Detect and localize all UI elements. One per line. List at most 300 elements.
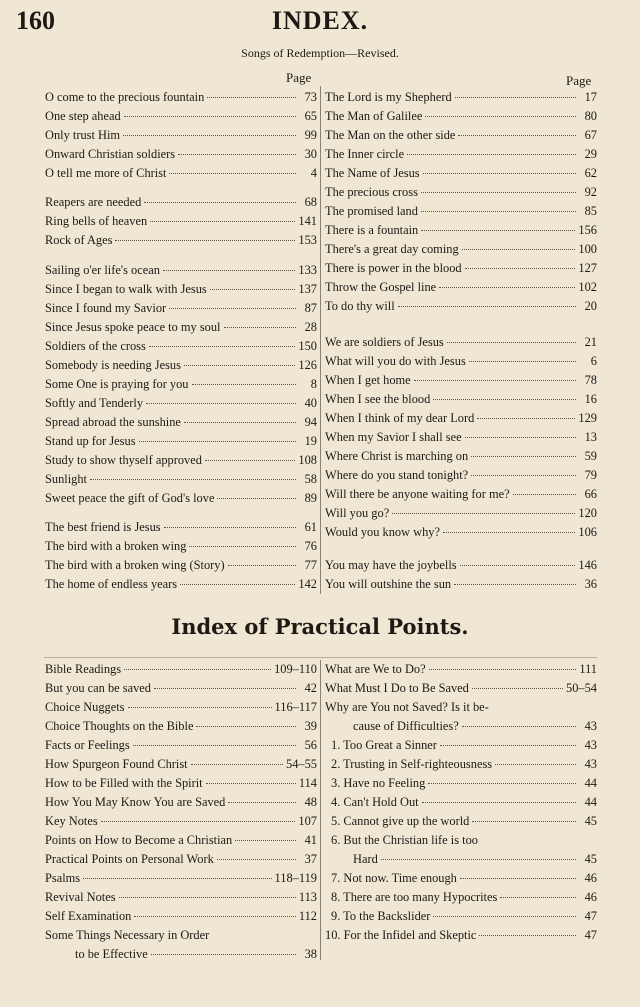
dot-leader <box>163 270 295 271</box>
dot-leader <box>423 173 576 174</box>
dot-leader <box>210 289 296 290</box>
entry-title: What will you do with Jesus <box>325 354 466 368</box>
entry-page: 30 <box>304 147 317 161</box>
entry-title: What Must I Do to Be Saved <box>325 681 469 695</box>
entry-title: Practical Points on Personal Work <box>45 852 214 866</box>
entry-title: 7. Not now. Time enough <box>331 871 457 885</box>
index-entry <box>325 390 597 409</box>
entry-page: 150 <box>298 339 317 353</box>
index-entry <box>325 107 597 126</box>
right-page-header: Page <box>566 73 592 88</box>
index-entry <box>45 356 317 375</box>
entry-title: The Man of Galilee <box>325 109 423 123</box>
entry-title: There is a fountain <box>325 223 419 237</box>
dot-leader <box>458 135 576 136</box>
entry-page: 43 <box>584 738 597 752</box>
dot-leader <box>433 399 576 400</box>
index-entry <box>325 556 597 575</box>
entry-page: 107 <box>298 814 317 828</box>
entry-page: 17 <box>584 90 597 104</box>
dot-leader <box>169 173 296 174</box>
entry-title: Since Jesus spoke peace to my soul <box>45 320 221 334</box>
entry-title: What are We to Do? <box>325 662 426 676</box>
entry-title: 10. For the Infidel and Skeptic <box>325 928 477 942</box>
entry-page: 44 <box>584 795 597 809</box>
index-entry <box>45 575 317 594</box>
dot-leader <box>440 745 576 746</box>
entry-page: 89 <box>304 491 317 505</box>
entry-title: You may have the joybells <box>325 558 457 572</box>
index-entry <box>45 107 317 126</box>
entry-title: Psalms <box>45 871 81 885</box>
entry-title: to be Effective <box>75 947 148 961</box>
entry-page: 67 <box>584 128 597 142</box>
dot-leader <box>123 135 296 136</box>
index-entry <box>325 259 597 278</box>
dot-leader <box>472 688 563 689</box>
entry-title: But you can be saved <box>45 681 151 695</box>
dot-leader <box>392 513 575 514</box>
entry-title: Only trust Him <box>45 128 121 142</box>
dot-leader <box>133 745 296 746</box>
entry-title: 9. To the Backslider <box>331 909 431 923</box>
dot-leader <box>500 897 576 898</box>
entry-title: The Man on the other side <box>325 128 456 142</box>
entry-title: 2. Trusting in Self-righteousness <box>331 757 493 771</box>
entry-page: 120 <box>578 506 597 520</box>
dot-leader <box>196 726 296 727</box>
entry-title: When I see the blood <box>325 392 431 406</box>
entry-title: Bible Readings <box>45 662 122 676</box>
index-entry <box>325 126 597 145</box>
entry-title: The promised land <box>325 204 418 218</box>
dot-leader <box>164 527 296 528</box>
entry-title: Soldiers of the cross <box>45 339 146 353</box>
index-entry <box>325 869 597 888</box>
index-entry <box>325 409 597 428</box>
dot-leader <box>192 384 296 385</box>
entry-title: 8. There are too many Hypocrites <box>331 890 498 904</box>
index-entry <box>325 793 597 812</box>
entry-page: 42 <box>304 681 317 695</box>
entry-page: 47 <box>584 928 597 942</box>
entry-page: 141 <box>298 214 317 228</box>
index-entry <box>325 831 597 850</box>
entry-page: 36 <box>584 577 597 591</box>
index-entry <box>45 261 317 280</box>
entry-title: There is power in the blood <box>325 261 462 275</box>
dot-leader <box>205 460 295 461</box>
dot-leader <box>447 342 576 343</box>
entry-page: 114 <box>298 776 317 790</box>
entry-title: 3. Have no Feeling <box>331 776 426 790</box>
entry-page: 113 <box>298 890 317 904</box>
entry-page: 13 <box>584 430 597 444</box>
index-entry <box>45 793 317 812</box>
index-entry <box>45 537 317 556</box>
index-entry <box>325 333 597 352</box>
entry-title: Some One is praying for you <box>45 377 189 391</box>
entry-page: 37 <box>304 852 317 866</box>
index-entry <box>45 945 317 964</box>
entry-page: 6 <box>590 354 597 368</box>
entry-page: 80 <box>584 109 597 123</box>
entry-title: Where do you stand tonight? <box>325 468 469 482</box>
entry-page: 106 <box>578 525 597 539</box>
index-entry <box>325 202 597 221</box>
dot-leader <box>513 494 576 495</box>
entry-title: There's a great day coming <box>325 242 459 256</box>
dot-leader <box>439 287 575 288</box>
index-entry <box>45 660 317 679</box>
index-entry <box>325 812 597 831</box>
entry-page: 116–117 <box>274 700 317 714</box>
index-entry <box>45 212 317 231</box>
entry-title: How to be Filled with the Spirit <box>45 776 203 790</box>
dot-leader <box>124 116 296 117</box>
index-entry <box>325 850 597 869</box>
dot-leader <box>421 230 575 231</box>
entry-page: 66 <box>584 487 597 501</box>
dot-leader <box>422 802 576 803</box>
entry-title: Why are You not Saved? Is it be- <box>325 700 489 714</box>
index-entry <box>45 231 317 250</box>
entry-page: 78 <box>584 373 597 387</box>
entry-title: The Name of Jesus <box>325 166 420 180</box>
index-entry <box>325 466 597 485</box>
dot-leader <box>454 584 576 585</box>
index-entry <box>45 318 317 337</box>
dot-leader <box>90 479 296 480</box>
index-entry <box>45 774 317 793</box>
entry-page: 112 <box>298 909 317 923</box>
entry-page: 61 <box>304 520 317 534</box>
entry-title: Will you go? <box>325 506 390 520</box>
index-entry <box>45 831 317 850</box>
index-entry <box>45 470 317 489</box>
entry-title: To do thy will <box>325 299 395 313</box>
entry-title: 5. Cannot give up the world <box>331 814 470 828</box>
entry-title: The bird with a broken wing <box>45 539 187 553</box>
entry-title: 6. But the Christian life is too <box>331 833 478 847</box>
entry-page: 59 <box>584 449 597 463</box>
index-entry <box>45 679 317 698</box>
entry-page: 109–110 <box>274 662 317 676</box>
entry-title: When I think of my dear Lord <box>325 411 475 425</box>
dot-leader <box>150 221 295 222</box>
entry-title: O come to the precious fountain <box>45 90 205 104</box>
entry-title: The home of endless years <box>45 577 178 591</box>
dot-leader <box>217 498 296 499</box>
page-title: INDEX. <box>271 6 369 35</box>
entry-title: Choice Nuggets <box>45 700 125 714</box>
index-entry <box>325 297 597 316</box>
entry-page: 153 <box>298 233 317 247</box>
entry-title: cause of Difficulties? <box>353 719 459 733</box>
dot-leader <box>460 878 576 879</box>
entry-page: 73 <box>304 90 317 104</box>
dot-leader <box>228 565 296 566</box>
dot-leader <box>398 306 576 307</box>
index-entry <box>45 556 317 575</box>
index-entry <box>45 126 317 145</box>
dot-leader <box>224 327 296 328</box>
index-entry <box>45 299 317 318</box>
entry-title: Key Notes <box>45 814 98 828</box>
entry-page: 47 <box>584 909 597 923</box>
index-entry <box>325 428 597 447</box>
entry-page: 44 <box>584 776 597 790</box>
dot-leader <box>180 584 295 585</box>
entry-title: Sweet peace the gift of God's love <box>45 491 215 505</box>
dot-leader <box>455 97 576 98</box>
entry-page: 111 <box>579 662 597 676</box>
entry-page: 45 <box>584 814 597 828</box>
index-entry <box>45 717 317 736</box>
index-entry <box>45 812 317 831</box>
entry-page: 43 <box>584 757 597 771</box>
entry-page: 43 <box>584 719 597 733</box>
entry-page: 108 <box>298 453 317 467</box>
entry-page: 40 <box>304 396 317 410</box>
dot-leader <box>235 840 296 841</box>
entry-title: How You May Know You are Saved <box>45 795 226 809</box>
entry-title: Softly and Tenderly <box>45 396 144 410</box>
entry-page: 46 <box>584 890 597 904</box>
index-entry <box>325 221 597 240</box>
dot-leader <box>115 240 295 241</box>
dot-leader <box>472 821 576 822</box>
entry-page: 21 <box>584 335 597 349</box>
index-entry <box>45 755 317 774</box>
index-entry <box>325 717 597 736</box>
entry-title: Would you know why? <box>325 525 440 539</box>
index-entry <box>45 907 317 926</box>
dot-leader <box>169 308 296 309</box>
dot-leader <box>178 154 296 155</box>
dot-leader <box>429 669 576 670</box>
entry-page: 76 <box>304 539 317 553</box>
entry-title: The bird with a broken wing (Story) <box>45 558 225 572</box>
entry-page: 133 <box>298 263 317 277</box>
index-entry <box>325 698 597 717</box>
entry-title: One step ahead <box>45 109 121 123</box>
entry-page: 100 <box>578 242 597 256</box>
entry-page: 54–55 <box>286 757 317 771</box>
index-entry <box>45 337 317 356</box>
dot-leader <box>206 783 296 784</box>
index-entry <box>325 504 597 523</box>
dot-leader <box>471 475 576 476</box>
entry-page: 92 <box>584 185 597 199</box>
entry-title: 4. Can't Hold Out <box>331 795 419 809</box>
index-entry <box>45 88 317 107</box>
entry-title: Onward Christian soldiers <box>45 147 176 161</box>
index-entry <box>45 926 317 945</box>
entry-page: 68 <box>304 195 317 209</box>
dot-leader <box>184 365 295 366</box>
index-entry <box>45 394 317 413</box>
entry-page: 41 <box>304 833 317 847</box>
index-entry <box>325 145 597 164</box>
entry-page: 48 <box>304 795 317 809</box>
index-entry <box>325 278 597 297</box>
dot-leader <box>146 403 296 404</box>
entry-title: Since I found my Savior <box>45 301 167 315</box>
entry-title: Reapers are needed <box>45 195 142 209</box>
index-entry <box>45 869 317 888</box>
dot-leader <box>154 688 296 689</box>
entry-page: 28 <box>304 320 317 334</box>
entry-page: 87 <box>304 301 317 315</box>
dot-leader <box>443 532 575 533</box>
entry-title: Sunlight <box>45 472 87 486</box>
index-entry <box>325 523 597 542</box>
entry-title: Points on How to Become a Christian <box>45 833 233 847</box>
entry-title: Somebody is needing Jesus <box>45 358 181 372</box>
practical-points-title: Index of Practical Points. <box>171 614 469 639</box>
dot-leader <box>407 154 576 155</box>
index-entry <box>45 145 317 164</box>
dot-leader <box>207 97 296 98</box>
index-entry <box>325 888 597 907</box>
entry-page: 102 <box>578 280 597 294</box>
entry-title: The Inner circle <box>325 147 405 161</box>
dot-leader <box>462 249 576 250</box>
index-entry <box>325 164 597 183</box>
entry-page: 38 <box>304 947 317 961</box>
index-column-divider <box>320 86 321 594</box>
dot-leader <box>217 859 296 860</box>
entry-title: The precious cross <box>325 185 418 199</box>
index-entry <box>45 698 317 717</box>
dot-leader <box>184 422 296 423</box>
index-entry <box>325 575 597 594</box>
dot-leader <box>414 380 576 381</box>
entry-page: 4 <box>310 166 317 180</box>
entry-page: 39 <box>304 719 317 733</box>
entry-page: 118–119 <box>274 871 317 885</box>
dot-leader <box>465 268 576 269</box>
entry-title: Some Things Necessary in Order <box>45 928 210 942</box>
entry-page: 85 <box>584 204 597 218</box>
index-entry <box>45 164 317 183</box>
entry-title: Rock of Ages <box>45 233 113 247</box>
practical-top-rule <box>44 657 597 658</box>
dot-leader <box>421 211 576 212</box>
index-entry <box>325 736 597 755</box>
index-entry <box>45 850 317 869</box>
index-entry <box>45 193 317 212</box>
index-entry <box>45 489 317 508</box>
entry-page: 137 <box>298 282 317 296</box>
dot-leader <box>421 192 576 193</box>
index-entry <box>325 926 597 945</box>
entry-title: When my Savior I shall see <box>325 430 462 444</box>
index-entry <box>45 413 317 432</box>
entry-title: Since I began to walk with Jesus <box>45 282 207 296</box>
entry-title: The Lord is my Shepherd <box>325 90 452 104</box>
index-entry <box>325 88 597 107</box>
entry-page: 129 <box>578 411 597 425</box>
dot-leader <box>149 346 296 347</box>
index-entry <box>45 451 317 470</box>
index-entry <box>325 240 597 259</box>
entry-title: Stand up for Jesus <box>45 434 136 448</box>
dot-leader <box>119 897 296 898</box>
entry-title: Study to show thyself approved <box>45 453 202 467</box>
dot-leader <box>134 916 295 917</box>
entry-page: 62 <box>584 166 597 180</box>
entry-title: Ring bells of heaven <box>45 214 148 228</box>
entry-title: Hard <box>353 852 378 866</box>
left-page-header: Page <box>286 70 312 85</box>
entry-page: 45 <box>584 852 597 866</box>
index-entry <box>325 352 597 371</box>
entry-title: Where Christ is marching on <box>325 449 469 463</box>
index-entry <box>325 447 597 466</box>
entry-title: Sailing o'er life's ocean <box>45 263 160 277</box>
dot-leader <box>477 418 575 419</box>
page-subtitle: Songs of Redemption—Revised. <box>241 46 399 60</box>
entry-page: 19 <box>304 434 317 448</box>
index-entry <box>325 907 597 926</box>
entry-page: 156 <box>578 223 597 237</box>
entry-title: Facts or Feelings <box>45 738 130 752</box>
entry-title: How Spurgeon Found Christ <box>45 757 188 771</box>
entry-title: Self Examination <box>45 909 132 923</box>
dot-leader <box>469 361 576 362</box>
index-entry <box>325 774 597 793</box>
entry-page: 46 <box>584 871 597 885</box>
index-entry <box>325 371 597 390</box>
dot-leader <box>433 916 576 917</box>
entry-title: The best friend is Jesus <box>45 520 161 534</box>
index-entry <box>45 375 317 394</box>
dot-leader <box>462 726 576 727</box>
dot-leader <box>425 116 576 117</box>
index-entry <box>45 280 317 299</box>
dot-leader <box>139 441 296 442</box>
entry-title: We are soldiers of Jesus <box>325 335 444 349</box>
entry-page: 16 <box>584 392 597 406</box>
entry-page: 79 <box>584 468 597 482</box>
entry-page: 65 <box>304 109 317 123</box>
entry-page: 142 <box>298 577 317 591</box>
entry-title: Will there be anyone waiting for me? <box>325 487 510 501</box>
entry-title: Choice Thoughts on the Bible <box>45 719 194 733</box>
index-entry <box>325 660 597 679</box>
entry-page: 29 <box>584 147 597 161</box>
entry-page: 20 <box>584 299 597 313</box>
dot-leader <box>428 783 576 784</box>
dot-leader <box>151 954 296 955</box>
dot-leader <box>83 878 271 879</box>
index-entry <box>45 736 317 755</box>
entry-page: 8 <box>310 377 317 391</box>
practical-column-divider <box>320 660 321 960</box>
index-entry <box>325 755 597 774</box>
dot-leader <box>465 437 576 438</box>
entry-title: O tell me more of Christ <box>45 166 167 180</box>
entry-title: Spread abroad the sunshine <box>45 415 181 429</box>
index-entry <box>325 679 597 698</box>
index-entry <box>45 888 317 907</box>
dot-leader <box>144 202 296 203</box>
dot-leader <box>471 456 576 457</box>
dot-leader <box>228 802 296 803</box>
entry-title: Revival Notes <box>45 890 116 904</box>
